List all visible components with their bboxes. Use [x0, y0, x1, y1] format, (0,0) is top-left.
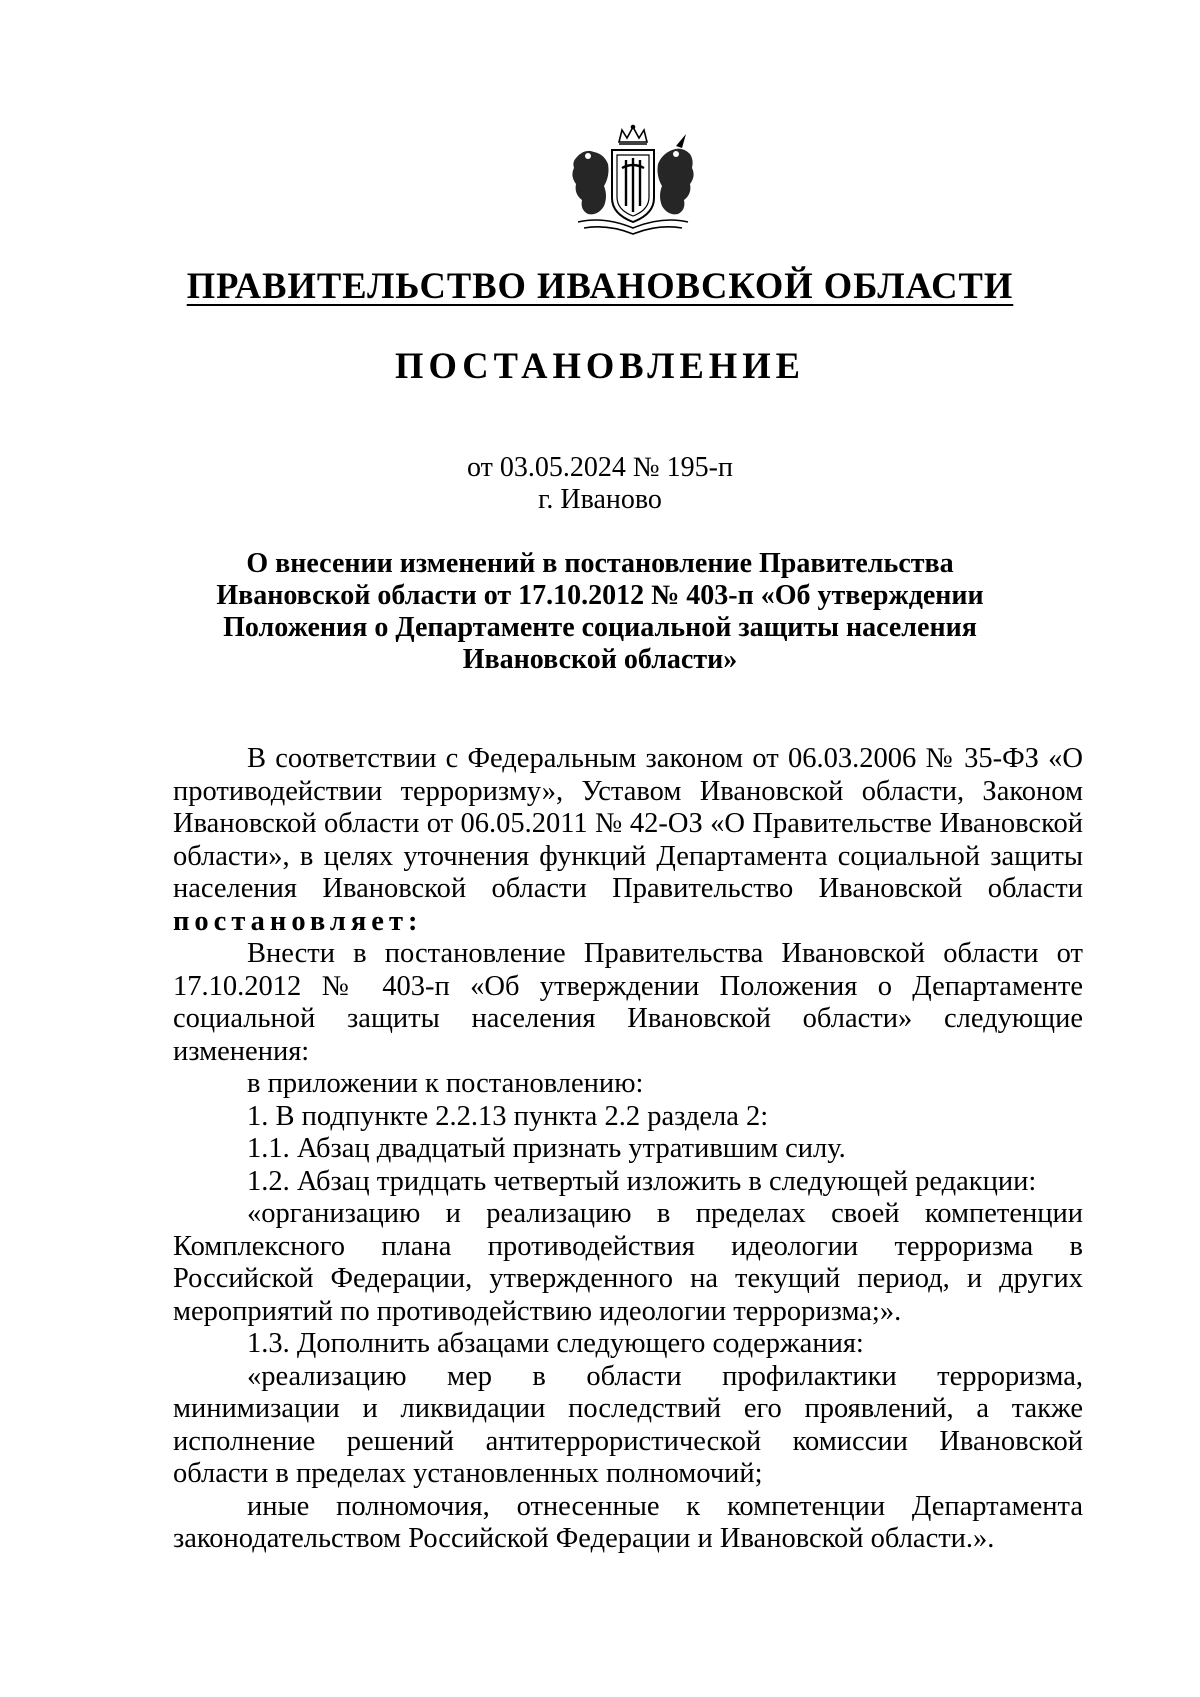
body-paragraph: 1.2. Абзац тридцать четвертый изложить в следующей редакции: — [247, 1165, 1037, 1197]
body-paragraph: 1.3. Дополнить абзацами следующего содержания: — [247, 1328, 864, 1359]
ivanovo-coat-of-arms-icon — [564, 124, 702, 236]
body-paragraph: Внести в постановление Правительства Ивановской области от 17.10.2012 № 403-п «Об утверждении Положения о Департаменте социальной защиты населения Ивановской области» следующие изменения: — [173, 938, 1083, 1067]
document-body — [173, 743, 1083, 1556]
body-paragraph: «реализацию мер в области профилактики терроризма, минимизации и ликвидации последствий его проявлений, а также исполнение решений антитеррористической комиссии Ивановской области в пределах установленных полномочий; — [173, 1360, 1083, 1489]
document-subject — [160, 548, 1040, 676]
body-paragraph: «организацию и реализацию в пределах своей компетенции Комплексного плана противодействия идеологии терроризма в Российской Федерации, утвержденного на текущий период, и других мероприятий по противодействию идеологии терроризма;». — [173, 1198, 1083, 1327]
subject-line: Ивановской области от 17.10.2012 № 403-п «Об утверждении — [216, 580, 984, 611]
subject-line: О внесении изменений в постановление Правительства — [246, 548, 954, 579]
preamble-paragraph: В соответствии с Федеральным законом от 06.03.2006 № 35-ФЗ «О противодействии терроризму», Уставом Ивановской области, Законом Ивановской области от 06.05.2011 № 42-ОЗ «О Правительстве Ивановской области», в целях уточнения функций Департамента социальной защиты населения Ивановской области Правительство Ивановской области постановляет: — [173, 743, 1083, 937]
org-title: ПРАВИТЕЛЬСТВО ИВАНОВСКОЙ ОБЛАСТИ — [186, 265, 1014, 306]
doc-type-title: ПОСТАНОВЛЕНИЕ — [395, 345, 805, 386]
body-paragraph: иные полномочия, отнесенные к компетенции Департамента законодательством Российской Федерации и Ивановской области.». — [173, 1490, 1083, 1554]
body-paragraph: 1. В подпункте 2.2.13 пункта 2.2 раздела 2: — [247, 1100, 769, 1132]
city: г. Иваново — [538, 484, 662, 515]
date-number: от 03.05.2024 № 195-п — [467, 452, 733, 483]
body-paragraph: 1.1. Абзац двадцатый признать утратившим силу. — [247, 1133, 846, 1164]
subject-line: Положения о Департаменте социальной защиты населения — [223, 612, 977, 643]
resolution-keyword: постановляет: — [173, 905, 423, 937]
subject-line: Ивановской области» — [462, 644, 738, 675]
body-paragraph: в приложении к постановлению: — [247, 1068, 644, 1099]
